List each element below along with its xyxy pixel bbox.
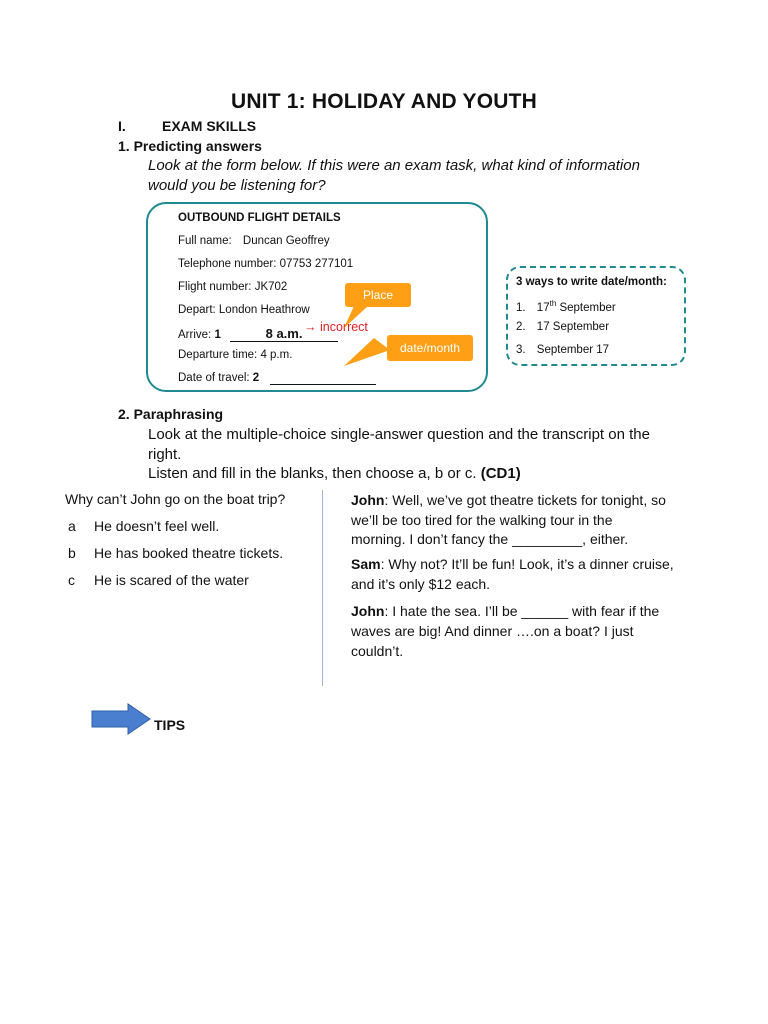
part2-line2: right. [148,446,182,463]
date-item-num: 2. [516,321,526,333]
date-blank [270,372,376,385]
part2-line1: Look at the multiple-choice single-answer question and the transcript on the [148,426,650,443]
form-telephone: Telephone number: 07753 277101 [178,258,354,270]
transcript-line: waves are big! And dinner ….on a boat? I just [351,623,634,639]
date-item-num: 3. [516,344,526,356]
form-flight: Flight number: JK702 [178,281,288,293]
speaker-name: John [351,603,385,619]
date-item-sup: th [549,299,557,308]
date-format-item [516,321,609,333]
transcript-line: : Why not? It’ll be fun! Look, it’s a dinner cruise, [380,556,674,572]
tips-label: TIPS [154,717,186,733]
arrive-answer: 8 a.m. [265,326,303,341]
transcript-line: and it’s only $12 each. [351,575,491,592]
part2-line3-bold: (CD1) [480,465,521,482]
option-letter: b [68,545,76,561]
date-callout-tail [344,338,390,366]
date-box-heading: 3 ways to write date/month: [516,276,667,288]
part1-instruction-2: would you be listening for? [148,177,326,194]
form-depart: Depart: London Heathrow [178,304,310,316]
date-item-text: September 17 [536,344,610,356]
arrive-number: 1 [214,329,221,341]
place-callout-tail [344,306,368,328]
form-departure-time: Departure time: 4 p.m. [178,349,293,361]
date-number: 2 [252,372,260,384]
transcript-line: morning. I don’t fancy the _________, either. [351,531,629,547]
transcript-line: : I hate the sea. I’ll be ______ with fear if the [384,603,660,619]
part2-heading: 2. Paraphrasing [118,406,224,422]
column-divider [322,490,323,686]
transcript-turn [351,491,751,550]
transcript-line: : Well, we’ve got theatre tickets for tonight, so [384,492,666,508]
date-item-text: 17 September [536,321,610,333]
option-text: He doesn’t feel well. [94,518,220,534]
arrive-label: Arrive: [178,329,212,341]
date-item-text-post: September [556,301,616,314]
date-format-item [516,344,609,356]
form-heading: OUTBOUND FLIGHT DETAILS [178,212,341,224]
place-callout: Place [345,283,411,307]
option-letter: c [68,572,75,588]
section-numeral: I. [118,118,126,134]
transcript-turn [351,601,751,661]
option-letter: a [68,518,76,534]
option-text: He is scared of the water [94,572,249,588]
date-format-box [506,266,686,366]
option-text: He has booked theatre tickets. [94,545,284,561]
part2-line3 [148,464,521,483]
form-date [178,372,376,385]
date-item-text: 17 [536,301,550,314]
date-callout: date/month [387,335,473,361]
speaker-name: John [351,492,385,508]
arrow-right-icon [90,702,152,736]
transcript-line: couldn’t. [351,643,404,659]
full-name-label: Full name: [178,235,232,247]
part2-line3-text: Listen and fill in the blanks, then choose a, b or c. [148,465,477,482]
incorrect-note: → incorrect [304,320,368,334]
section-heading: EXAM SKILLS [162,118,257,134]
part1-heading: 1. Predicting answers [118,138,262,154]
date-label: Date of travel: [178,372,250,384]
speaker-name: Sam [351,556,381,572]
transcript-turn [351,555,751,594]
date-format-item [516,299,616,314]
part1-instruction-1: Look at the form below. If this were an exam task, what kind of information [148,157,640,174]
page-title: UNIT 1: HOLIDAY AND YOUTH [230,90,538,113]
full-name-value: Duncan Geoffrey [242,235,330,247]
transcript-line: we’ll be too tired for the walking tour in the [351,511,613,528]
form-full-name [178,235,330,247]
date-item-num: 1. [516,301,526,314]
question-text: Why can’t John go on the boat trip? [65,491,286,507]
